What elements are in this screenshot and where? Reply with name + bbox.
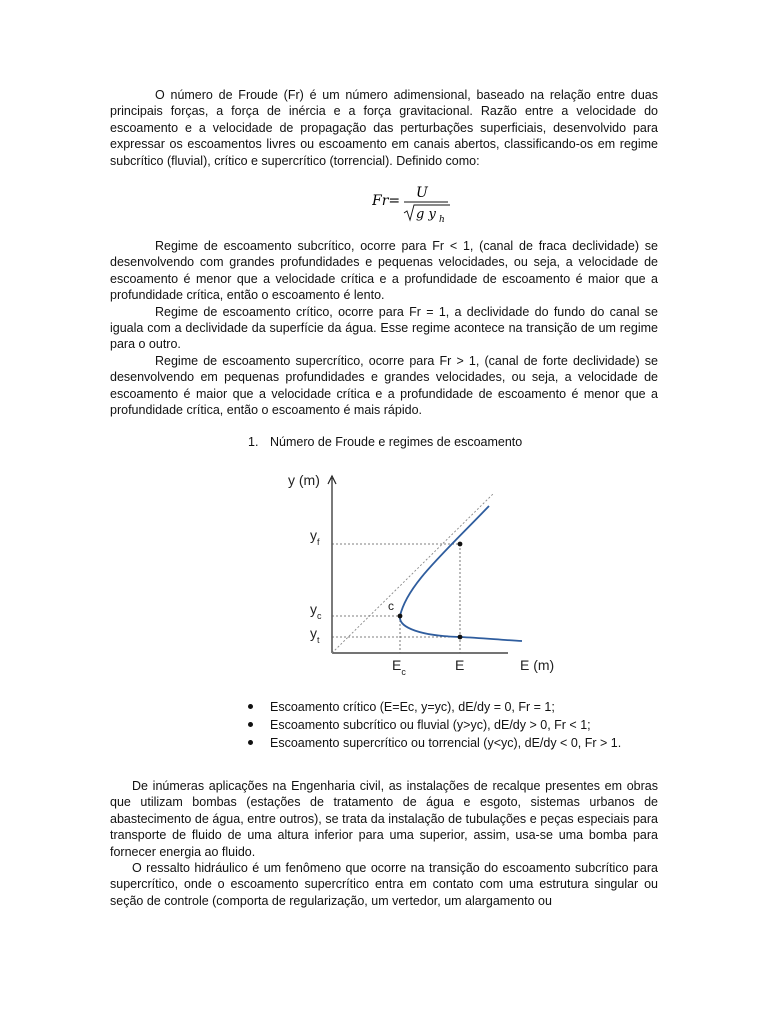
specific-energy-diagram <box>282 460 557 685</box>
bullet-critical: Escoamento crítico (E=Ec, y=yc), dE/dy = 0, Fr = 1; <box>245 698 621 716</box>
formula-lhs: Fr= <box>372 193 401 209</box>
applications-paragraph-1: De inúmeras aplicações na Engenharia civil, as instalações de recalque presentes em obras que utilizam bombas (estações de tratamento de água e esgoto, sistemas urbanos de abastecimento de água, entre outros), se trata da instalação de tubulações e peças especiais para transporte de fluido de uma altura inferior para uma superior, assim, usa-se uma bomba para fornecer energia ao fluido. <box>110 779 658 859</box>
regime-supercritical: Regime de escoamento supercrítico, ocorre para Fr > 1, (canal de forte declividade) se desenvolvendo em pequenas profundidades e grandes velocidades, ou seja, a velocidade de escoamento é maior que a velocidade crítica e a profundidade de escoamento é menor que a profundidade crítica, então o escoamento é mais rápido. <box>110 353 658 418</box>
x-axis-label: E (m) <box>520 657 555 673</box>
regimes-section <box>110 238 658 418</box>
intro-text: O número de Froude (Fr) é um número adimensional, baseado na relação entre duas principais forças, a força de inércia e a força gravitacional. Razão entre a velocidade do escoamento e a velocidade de propagação das perturbações superficiais, desenvolvido para expressar os escoamentos livres ou escoamento em canais abertos, classificando-os em regime subcrítico (fluvial), crítico e supercrítico (torrencial). Definido como: <box>110 88 658 168</box>
yt-label: $y_t$ <box>310 625 320 645</box>
applications-section <box>110 778 658 909</box>
intro-paragraph <box>110 87 658 169</box>
ec-label: $E_c$ <box>392 657 406 677</box>
formula-numerator: U <box>416 185 428 201</box>
froude-formula <box>372 182 452 226</box>
formula-subscript: h <box>439 215 445 225</box>
regime-bullet-list <box>245 698 621 752</box>
regime-subcritical: Regime de escoamento subcrítico, ocorre para Fr < 1, (canal de fraca declividade) se desenvolvendo com grandes profundidades e pequenas velocidades, ou seja, a velocidade de escoamento é menor que a velocidade crítica e a profundidade de escoamento é maior que a profundidade crítica, então o escoamento é lento. <box>110 239 658 303</box>
yt-point-marker <box>458 635 463 640</box>
critical-point-marker <box>398 614 403 619</box>
y-axis-label: y (m) <box>288 472 320 488</box>
applications-paragraph-2: O ressalto hidráulico é um fenômeno que ocorre na transição do escoamento subcrítico para supercrítico, onde o escoamento supercrítico entra em contato com uma estrutura singular ou seção de controle (comporta de regularização, um vertedor, um alargamento ou <box>110 861 658 908</box>
critical-point-label: c <box>388 599 394 613</box>
bullet-subcritical: Escoamento subcrítico ou fluvial (y>yc), dE/dy > 0, Fr < 1; <box>245 716 621 734</box>
e-label: E <box>455 657 465 673</box>
yf-point-marker <box>458 542 463 547</box>
bullet-supercritical: Escoamento supercrítico ou torrencial (y<yc), dE/dy < 0, Fr > 1. <box>245 734 621 752</box>
figure-number: 1. <box>248 435 259 449</box>
formula-radicand: g y <box>416 207 436 222</box>
yc-label: $y_c$ <box>310 601 322 621</box>
yf-label: $y_f$ <box>310 527 320 547</box>
regime-critical: Regime de escoamento crítico, ocorre para Fr = 1, a declividade do fundo do canal se iguala com a declividade da superfície da água. Esse regime acontece na transição de um regime para o outro. <box>110 304 658 352</box>
figure-caption-text: Número de Froude e regimes de escoamento <box>270 435 523 449</box>
figure-caption <box>248 435 522 449</box>
